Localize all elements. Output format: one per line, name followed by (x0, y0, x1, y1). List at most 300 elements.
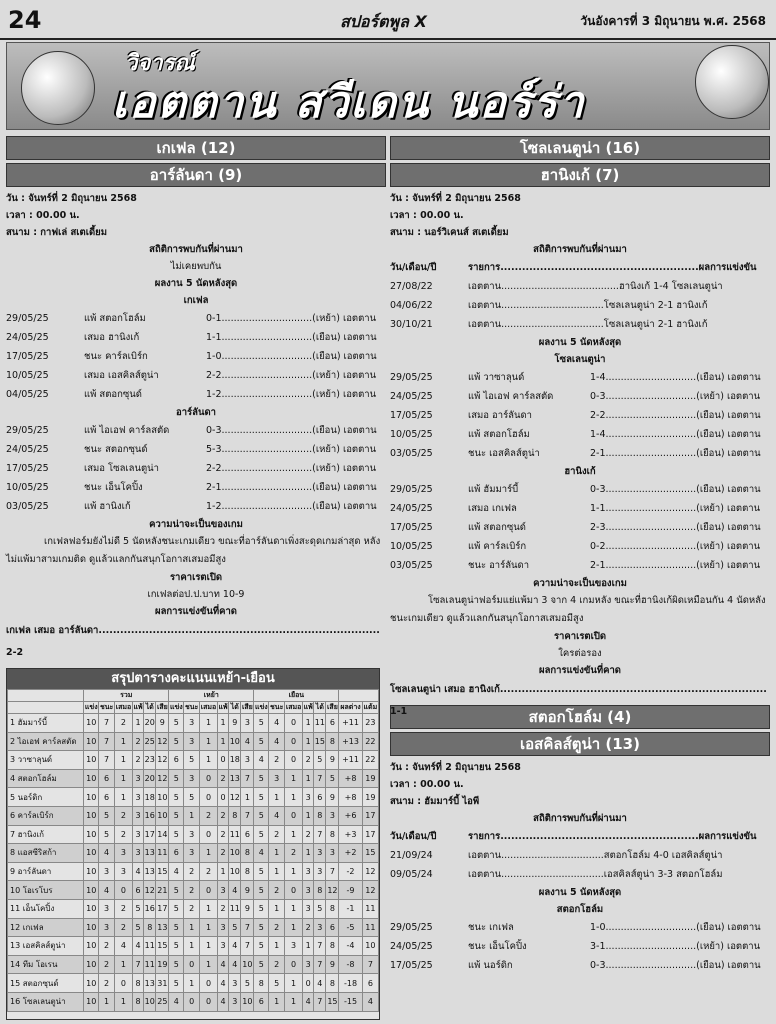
stat-cell: 2 (133, 732, 144, 751)
col-header: เสีย (241, 702, 254, 714)
form-opponent: ชนะ เอสคิลส์ตูน่า (468, 448, 540, 459)
stat-cell: 10 (156, 788, 169, 807)
stat-cell: 4 (114, 937, 132, 956)
stat-cell: 1 (199, 714, 217, 733)
col-header: แพ้ (218, 702, 229, 714)
football-icon (695, 45, 769, 119)
form-opponent: เสมอ โซลเลนตูน่า (84, 463, 159, 474)
stat-cell: 7 (314, 992, 326, 1011)
stat-cell: 12 (144, 881, 156, 900)
stat-cell: 2 (303, 825, 314, 844)
stat-cell: 2 (218, 844, 229, 863)
stat-cell: 8 (326, 732, 339, 751)
stat-cell: 16 (144, 806, 156, 825)
team-b-name: ฮานิงเก้ (564, 466, 596, 477)
home-team-header: โซลเลนตูน่า (16) (390, 136, 770, 160)
stat-cell: 10 (84, 862, 99, 881)
match2-form-title: ผลงาน 5 นัดหลังสุด (538, 887, 622, 898)
stat-cell: 7 (314, 769, 326, 788)
stat-cell: 5 (169, 918, 184, 937)
stat-cell: 9 (241, 881, 254, 900)
form-opponent: แพ้ คาร์ลเบิร์ก (468, 541, 527, 552)
form-score: 1-2..............................(เหย้า) เอตตาน (206, 389, 377, 400)
stat-cell: 3 (303, 862, 314, 881)
stat-cell: 12 (156, 751, 169, 770)
form-date: 29/05/25 (390, 922, 433, 933)
stat-cell: 21 (156, 881, 169, 900)
match2-away-header: เอสคิลส์ตูน่า (13) (390, 732, 770, 756)
stat-cell: 5 (254, 732, 269, 751)
stat-cell: 4 (303, 992, 314, 1011)
col-header: ได้ (229, 702, 241, 714)
team-name: 8 แอสซีริสก้า (8, 844, 84, 863)
form-title: ผลงาน 5 นัดหลังสุด (538, 337, 622, 348)
stat-cell: 6 (99, 769, 115, 788)
h2h-date: 04/06/22 (390, 300, 433, 311)
stat-cell: 0 (184, 955, 200, 974)
team-name: 6 คาร์ลเบิร์ก (8, 806, 84, 825)
stat-cell: 4 (218, 974, 229, 993)
stat-cell: 1 (303, 806, 314, 825)
form-date: 24/05/25 (390, 941, 433, 952)
odds-title: ราคาเรตเปิด (169, 572, 223, 583)
stat-cell: 14 (156, 825, 169, 844)
match2-day: วัน : จันทร์ที่ 2 มิถุนายน 2568 (390, 762, 521, 773)
stat-cell: 11 (314, 714, 326, 733)
table-row (8, 714, 379, 733)
h2h-list (390, 277, 770, 334)
stat-cell: 8 (241, 844, 254, 863)
stat-cell: 0 (285, 714, 303, 733)
stat-cell: 5 (254, 918, 269, 937)
stat-cell: 10 (229, 844, 241, 863)
stat-cell: 10 (84, 955, 99, 974)
table-row (8, 788, 379, 807)
stat-cell: 3 (218, 937, 229, 956)
stat-cell: 2 (99, 937, 115, 956)
match-time: เวลา : 00.00 น. (6, 210, 80, 221)
stat-cell: 3 (184, 732, 200, 751)
stat-cell: 3 (303, 955, 314, 974)
team-col-header (8, 702, 84, 714)
stat-cell: 10 (84, 992, 99, 1011)
form-opponent: เสมอ เกเฟล (468, 503, 517, 514)
stat-cell: 3 (133, 806, 144, 825)
stat-cell: 3 (184, 825, 200, 844)
stat-cell: 1 (199, 899, 217, 918)
odds-title: ราคาเรตเปิด (553, 631, 607, 642)
team-name: 2 ไอเอฟ คาร์ลสตัด (8, 732, 84, 751)
stat-cell: 9 (156, 714, 169, 733)
form-date: 29/05/25 (390, 372, 433, 383)
stat-cell: 1 (303, 769, 314, 788)
stat-cell: 5 (254, 862, 269, 881)
stat-cell: +2 (339, 844, 362, 863)
stat-cell: 4 (254, 844, 269, 863)
team-b-name: อาร์ลันดา (176, 407, 216, 418)
stat-cell: 7 (362, 955, 378, 974)
stat-cell: -15 (339, 992, 362, 1011)
stat-cell: 4 (229, 937, 241, 956)
stat-cell: 20 (144, 714, 156, 733)
stat-cell: -1 (339, 899, 362, 918)
home-team-header: เกเฟล (12) (6, 136, 386, 160)
h2h-result: เอตตาน..................................โซลเลนตูน่า 2-1 ฮานิงเก้ (468, 300, 708, 311)
stat-cell: 7 (241, 806, 254, 825)
stat-cell: -4 (339, 937, 362, 956)
stat-cell: +3 (339, 825, 362, 844)
stat-cell: 6 (99, 788, 115, 807)
h2h-title: สถิติการพบกันที่ผ่านมา (149, 244, 243, 255)
form-row (390, 537, 770, 556)
stat-cell: 10 (84, 825, 99, 844)
form-score: 2-1..............................(เหย้า) เอตตาน (590, 560, 761, 571)
stat-cell: 1 (218, 862, 229, 881)
h2h-date: 27/08/22 (390, 281, 433, 292)
stat-cell: 13 (144, 974, 156, 993)
stat-cell: 1 (218, 714, 229, 733)
stat-cell: 4 (99, 844, 115, 863)
stat-cell: 19 (362, 788, 378, 807)
stat-cell: 15 (156, 937, 169, 956)
stat-cell: 8 (144, 918, 156, 937)
stat-cell: 3 (99, 862, 115, 881)
stat-cell: 3 (184, 714, 200, 733)
stat-cell: +11 (339, 751, 362, 770)
banner (6, 42, 770, 130)
stat-cell: 1 (199, 751, 217, 770)
stat-cell: 0 (199, 825, 217, 844)
stat-cell: 1 (303, 732, 314, 751)
stat-cell: 1 (285, 862, 303, 881)
stat-cell: 5 (326, 769, 339, 788)
stat-cell: 11 (229, 825, 241, 844)
stat-cell: 8 (314, 881, 326, 900)
form-row (6, 366, 386, 385)
form-score: 1-0..............................(เยือน) เอตตาน (206, 351, 377, 362)
stat-cell: 7 (133, 955, 144, 974)
form-row (6, 347, 386, 366)
table-row (8, 769, 379, 788)
stat-cell: 1 (114, 732, 132, 751)
form-opponent: แพ้ ไอเอฟ คาร์ลสตัด (468, 391, 554, 402)
table-row (8, 751, 379, 770)
stat-cell: 3 (241, 751, 254, 770)
stat-cell: 18 (229, 751, 241, 770)
stat-cell: 11 (362, 899, 378, 918)
form-score: 2-1..............................(เยือน) เอตตาน (206, 482, 377, 493)
stat-cell: 5 (169, 714, 184, 733)
stat-cell: 2 (269, 955, 285, 974)
stat-cell: 19 (156, 955, 169, 974)
stat-cell: 1 (285, 769, 303, 788)
stat-cell: 1 (114, 769, 132, 788)
form-score: 2-2..............................(เหย้า) เอตตาน (206, 463, 377, 474)
form-date: 04/05/25 (6, 389, 49, 400)
form-score: 3-1..............................(เหย้า) เอตตาน (590, 941, 761, 952)
stat-cell: 3 (114, 844, 132, 863)
stat-cell: 1 (199, 955, 217, 974)
form-date: 17/05/25 (6, 351, 49, 362)
form-opponent: แพ้ สตอกโฮล์ม (468, 429, 530, 440)
stat-cell: 12 (229, 788, 241, 807)
stat-cell: 9 (229, 714, 241, 733)
col-header: แข่ง (84, 702, 99, 714)
stat-cell: 1 (199, 844, 217, 863)
stat-cell: 7 (314, 825, 326, 844)
team-a-form-list (6, 309, 386, 404)
form-opponent: แพ้ นอร์ดิก (468, 960, 513, 971)
table-col-row (8, 702, 379, 714)
stat-cell: 4 (314, 974, 326, 993)
h2h-result-header: รายการ.......................................................ผลการแข่งขัน (468, 262, 757, 273)
stat-cell: 10 (84, 937, 99, 956)
stat-cell: 3 (184, 844, 200, 863)
stat-cell: 6 (362, 974, 378, 993)
team-name: 5 นอร์ดิก (8, 788, 84, 807)
form-opponent: แพ้ สตอกซุนด์ (84, 389, 142, 400)
stat-cell: 1 (285, 918, 303, 937)
group-header: เยือน (254, 690, 339, 702)
stat-cell: 0 (285, 732, 303, 751)
team-b-form-list (6, 421, 386, 516)
stat-cell: 6 (254, 992, 269, 1011)
form-date: 24/05/25 (390, 391, 433, 402)
form-score: 0-3..............................(เยือน) เอตตาน (590, 484, 761, 495)
stat-cell: 2 (269, 918, 285, 937)
form-opponent: ชนะ อาร์ลันดา (468, 560, 530, 571)
stat-cell: 22 (362, 732, 378, 751)
form-row (390, 499, 770, 518)
left-column (6, 136, 386, 658)
stat-cell: 11 (229, 899, 241, 918)
stat-cell: 10 (229, 862, 241, 881)
page-header (0, 0, 776, 40)
stat-cell: 12 (362, 881, 378, 900)
table-group-row (8, 690, 379, 702)
stat-cell: 31 (156, 974, 169, 993)
stat-cell: 3 (314, 844, 326, 863)
stat-cell: 10 (229, 732, 241, 751)
match2-h2h-title: สถิติการพบกันที่ผ่านมา (533, 813, 627, 824)
stat-cell: 0 (199, 974, 217, 993)
stat-cell: 2 (285, 844, 303, 863)
col-header: ได้ (314, 702, 326, 714)
form-opponent: แพ้ ไอเอฟ คาร์ลสตัด (84, 425, 170, 436)
stat-cell: 19 (362, 769, 378, 788)
prediction-title: ผลการแข่งขันที่คาด (155, 606, 237, 617)
stat-cell: 2 (99, 974, 115, 993)
stat-cell: 2 (114, 918, 132, 937)
stat-cell: 6 (326, 714, 339, 733)
form-title: ผลงาน 5 นัดหลังสุด (154, 278, 238, 289)
stat-cell: 4 (254, 751, 269, 770)
stat-cell: 7 (241, 769, 254, 788)
stat-cell: 5 (99, 806, 115, 825)
form-date: 10/05/25 (6, 370, 49, 381)
stat-cell: 2 (184, 862, 200, 881)
prediction-result: โซลเลนตูน่า เสมอ ฮานิงเก้.......................................................................... 1-1 (390, 684, 767, 717)
form-row (6, 385, 386, 404)
stat-cell: 15 (326, 992, 339, 1011)
stat-cell: 2 (184, 899, 200, 918)
match-day: วัน : จันทร์ที่ 2 มิถุนายน 2568 (390, 193, 521, 204)
form-row (390, 556, 770, 575)
stat-cell: 2 (269, 751, 285, 770)
table-row (8, 806, 379, 825)
stat-cell: 11 (144, 955, 156, 974)
form-date: 24/05/25 (390, 503, 433, 514)
stat-cell: 3 (218, 918, 229, 937)
form-date: 29/05/25 (6, 425, 49, 436)
stat-cell: 13 (229, 769, 241, 788)
stat-cell: 4 (169, 862, 184, 881)
stat-cell: 23 (362, 714, 378, 733)
stat-cell: 4 (218, 992, 229, 1011)
table-row (8, 732, 379, 751)
stat-cell: 4 (241, 732, 254, 751)
extra-header (339, 690, 379, 702)
stat-cell: -5 (339, 918, 362, 937)
stat-cell: 1 (269, 899, 285, 918)
group-header: รวม (84, 690, 169, 702)
stat-cell: 11 (144, 937, 156, 956)
stat-cell: 5 (169, 788, 184, 807)
form-score: 5-3..............................(เหย้า) เอตตาน (206, 444, 377, 455)
stat-cell: 13 (156, 918, 169, 937)
stat-cell: 10 (84, 751, 99, 770)
stat-cell: 5 (241, 974, 254, 993)
stat-cell: 5 (169, 769, 184, 788)
form-row (390, 518, 770, 537)
form-score: 2-2..............................(เยือน) เอตตาน (590, 410, 761, 421)
form-row (390, 444, 770, 463)
stat-cell: 5 (254, 714, 269, 733)
standings-table (6, 668, 380, 1020)
stat-cell: 3 (269, 769, 285, 788)
stat-cell: 10 (84, 881, 99, 900)
h2h-date: 30/10/21 (390, 319, 433, 330)
standings-grid (7, 689, 379, 1012)
stat-cell: 0 (303, 974, 314, 993)
form-score: 1-0..............................(เยือน) เอตตาน (590, 922, 761, 933)
stat-cell: 5 (269, 974, 285, 993)
h2h-result-header: รายการ.......................................................ผลการแข่งขัน (468, 831, 757, 842)
prediction-result: เกเฟล เสมอ อาร์ลันดา.............................................................................. 2-2 (6, 625, 380, 658)
stat-cell: 1 (199, 732, 217, 751)
stat-cell: 2 (218, 806, 229, 825)
stat-cell: 1 (184, 918, 200, 937)
form-row (6, 328, 386, 347)
stat-cell: 12 (362, 862, 378, 881)
stat-cell: 2 (218, 825, 229, 844)
stat-cell: -8 (339, 955, 362, 974)
stat-cell: 4 (99, 881, 115, 900)
stat-cell: -18 (339, 974, 362, 993)
h2h-date: 21/09/24 (390, 850, 433, 861)
form-date: 10/05/25 (390, 541, 433, 552)
stat-cell: 0 (285, 806, 303, 825)
form-opponent: ชนะ เกเฟล (468, 922, 514, 933)
stat-cell: 4 (362, 992, 378, 1011)
stat-cell: 1 (199, 918, 217, 937)
stat-cell: 8 (254, 974, 269, 993)
stat-cell: 12 (156, 769, 169, 788)
stat-cell: 8 (314, 806, 326, 825)
form-opponent: ชนะ คาร์ลเบิร์ก (84, 351, 148, 362)
stat-cell: 9 (326, 751, 339, 770)
h2h-date-header: วัน/เดือน/ปี (390, 831, 437, 842)
stat-cell: 4 (169, 992, 184, 1011)
team-name: 4 สตอกโฮล์ม (8, 769, 84, 788)
form-row (6, 497, 386, 516)
col-header: แพ้ (303, 702, 314, 714)
form-row (6, 309, 386, 328)
stat-cell: 7 (326, 862, 339, 881)
h2h-title: สถิติการพบกันที่ผ่านมา (533, 244, 627, 255)
probability-text: เกเฟลฟอร์มยังไม่ดี 5 นัดหลังชนะเกมเดียว ขณะที่อาร์ลันดาเพิ่งสะดุดเกมล่าสุด หลังไม่แพ้มาสามเกมติด ดูแล้วแลกกันสนุกโอกาสเสมอมีสูง (6, 536, 381, 565)
probability-title: ความน่าจะเป็นของเกม (533, 578, 627, 589)
stat-cell: 1 (199, 937, 217, 956)
stat-cell: 5 (169, 937, 184, 956)
form-score: 2-2..............................(เหย้า) เอตตาน (206, 370, 377, 381)
stat-cell: 11 (362, 918, 378, 937)
form-opponent: แพ้ สตอกซุนด์ (468, 522, 526, 533)
stat-cell: 5 (169, 825, 184, 844)
stat-cell: 0 (285, 881, 303, 900)
stat-cell: 2 (114, 714, 132, 733)
stat-cell: 5 (133, 899, 144, 918)
stat-cell: 10 (156, 806, 169, 825)
stat-cell: 1 (114, 751, 132, 770)
stat-cell: 3 (303, 788, 314, 807)
stat-cell: 0 (114, 881, 132, 900)
match2-stadium: สนาม : ฮัมมาร์บี้ ไอพี (390, 796, 480, 807)
stat-cell: 5 (133, 918, 144, 937)
stat-cell: 5 (169, 955, 184, 974)
stat-cell: 10 (84, 806, 99, 825)
stat-cell: 10 (362, 937, 378, 956)
form-score: 0-3..............................(เยือน) เอตตาน (590, 960, 761, 971)
match2-h2h-header-row (390, 827, 770, 846)
team-name: 1 ฮัมมาร์บี้ (8, 714, 84, 733)
stat-cell: 2 (303, 918, 314, 937)
stat-cell: 17 (362, 825, 378, 844)
team-name: 11 เอ็นโคปิ้ง (8, 899, 84, 918)
stat-cell: 2 (199, 806, 217, 825)
stat-cell: 1 (99, 992, 115, 1011)
stat-cell: 1 (218, 732, 229, 751)
stat-cell: 4 (229, 881, 241, 900)
stat-cell: 5 (169, 899, 184, 918)
stat-cell: 0 (218, 751, 229, 770)
h2h-date-header: วัน/เดือน/ปี (390, 262, 437, 273)
table-row (8, 992, 379, 1011)
form-score: 1-1..............................(เยือน) เอตตาน (206, 332, 377, 343)
form-opponent: ชนะ เอ็นโคปิ้ง (468, 941, 527, 952)
stat-cell: 8 (326, 937, 339, 956)
group-header: เหย้า (169, 690, 254, 702)
form-date: 03/05/25 (390, 448, 433, 459)
form-row (390, 406, 770, 425)
stat-cell: 8 (229, 806, 241, 825)
form-date: 17/05/25 (390, 410, 433, 421)
stat-cell: 2 (114, 899, 132, 918)
col-header: ชนะ (99, 702, 115, 714)
stat-cell: 17 (144, 825, 156, 844)
form-score: 0-1..............................(เหย้า) เอตตาน (206, 313, 377, 324)
col-header: ได้ (144, 702, 156, 714)
